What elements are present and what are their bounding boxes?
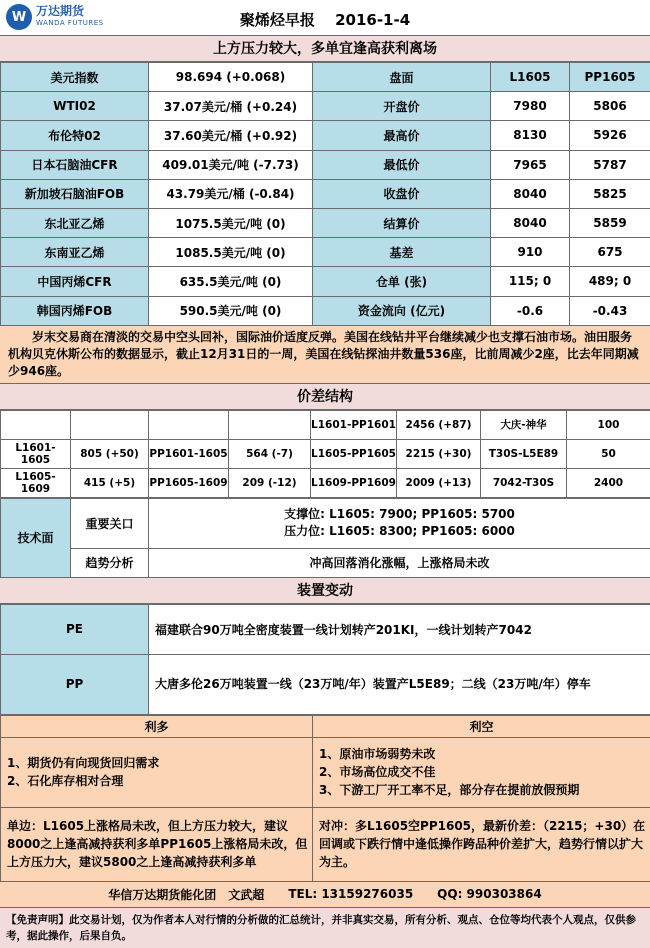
indicator-name: 新加坡石脑油FOB [1,179,149,208]
bear-item: 2、市场高位成交不佳 [319,763,650,781]
device-pp-label: PP [1,654,149,714]
device-pe-label: PE [1,604,149,654]
spread-cell: 2215 (+30) [397,439,481,468]
spread-cell: 50 [567,439,650,468]
indicator-value: 1075.5美元/吨 (0) [149,208,313,237]
spread-cell: 大庆-神华 [481,410,567,439]
indicator-value: 43.79美元/桶 (-0.84) [149,179,313,208]
quote-pp1605: PP1605 [570,63,650,92]
quote-pp1605: 675 [570,238,650,267]
device-pe-text: 福建联合90万吨全密度装置一线计划转产201KI，一线计划转产7042 [149,604,650,654]
spread-cell: 415 (+5) [71,468,149,497]
spread-cell: PP1605-1609 [149,468,229,497]
spread-cell: 2009 (+13) [397,468,481,497]
quote-pp1605: 5806 [570,92,650,121]
quote-label: 盘面 [313,63,491,92]
spread-cell: L1601-1605 [1,439,71,468]
spread-table [0,410,650,498]
bull-title: 利多 [1,715,313,737]
quote-label: 基差 [313,238,491,267]
quote-label: 收盘价 [313,179,491,208]
logo-en: WANDA FUTURES [36,17,104,29]
market-row [1,267,650,296]
market-row [1,121,650,150]
bear-title: 利空 [313,715,650,737]
spread-cell: 209 (-12) [229,468,311,497]
quote-l1605: 7965 [491,150,570,179]
spread-row [1,468,650,497]
quote-l1605: -0.6 [491,296,570,325]
indicator-value: 1085.5美元/吨 (0) [149,238,313,267]
indicator-name: 韩国丙烯FOB [1,296,149,325]
indicator-value: 98.694 (+0.068) [149,63,313,92]
indicator-name: 东北亚乙烯 [1,208,149,237]
single-side-strategy: 单边：L1605上涨格局未改，但上方压力较大，建议8000之上逢高减持获利多单PP1605上涨格局未改，但上方压力大，建议5800之上逢高减持获利多单 [1,807,313,881]
spread-cell: 100 [567,410,650,439]
indicator-name: 中国丙烯CFR [1,267,149,296]
bull-item: 1、期货仍有向现货回归需求 [7,754,312,772]
spread-section-title: 价差结构 [0,384,650,410]
spread-cell: L1601-PP1601 [311,410,397,439]
spread-cell: T30S-L5E89 [481,439,567,468]
spread-cell [71,410,149,439]
indicator-value: 635.5美元/吨 (0) [149,267,313,296]
spread-cell: L1609-PP1609 [311,468,397,497]
quote-l1605: 910 [491,238,570,267]
support-level: 支撑位: L1605: 7900; PP1605: 5700 [149,506,650,523]
indicator-name: 日本石脑油CFR [1,150,149,179]
footer-org: 华信万达期货能化团 文武超 [108,886,264,903]
spread-cell: 2400 [567,468,650,497]
spread-row [1,439,650,468]
indicator-value: 37.07美元/桶 (+0.24) [149,92,313,121]
quote-l1605: 8130 [491,121,570,150]
disclaimer: 【免责声明】此交易计划，仅为作者本人对行情的分析做的汇总统计，并非真实交易，所有分析、观点、仓位等均代表个人观点，仅供参考，据此操作，后果自负。 [0,908,650,948]
quote-label: 最高价 [313,121,491,150]
quote-pp1605: 489; 0 [570,267,650,296]
spread-cell: L1605-1609 [1,468,71,497]
market-row [1,238,650,267]
technical-table [0,498,650,578]
quote-label: 资金流向 (亿元) [313,296,491,325]
hedge-strategy: 对冲：多L1605空PP1605，最新价差：（2215；+30）在回调或下跌行情中逢低操作跨品种价差扩大，趋势行情以扩大为主。 [313,807,650,881]
quote-pp1605: 5859 [570,208,650,237]
bear-item: 1、原油市场弱势未改 [319,745,650,763]
trend-text: 冲高回落消化涨幅，上涨格局未改 [149,548,650,577]
market-row [1,296,650,325]
market-row [1,208,650,237]
footer-tel: TEL: 13159276035 [288,887,413,901]
indicator-value: 409.01美元/吨 (-7.73) [149,150,313,179]
indicator-name: WTI02 [1,92,149,121]
quote-l1605: 7980 [491,92,570,121]
bear-list [313,737,650,807]
spread-cell: 7042-T30S [481,468,567,497]
indicator-name: 美元指数 [1,63,149,92]
contact-footer [0,882,650,908]
tech-section-label: 技术面 [1,498,71,577]
spread-cell: 805 (+50) [71,439,149,468]
spread-cell: 564 (-7) [229,439,311,468]
market-row [1,63,650,92]
market-row [1,92,650,121]
key-levels [149,498,650,548]
key-level-label: 重要关口 [71,498,149,548]
report-header [0,0,650,36]
headline-banner: 上方压力较大，多单宜逢高获利离场 [0,36,650,62]
spread-row [1,410,650,439]
device-section-title: 装置变动 [0,578,650,604]
bull-list [1,737,313,807]
quote-label: 仓单 (张) [313,267,491,296]
bull-bear-table [0,715,650,882]
indicator-value: 37.60美元/桶 (+0.92) [149,121,313,150]
market-row [1,150,650,179]
device-pp-text: 大唐多伦26万吨装置一线（23万吨/年）装置产L5E89；二线（23万吨/年）停车 [149,654,650,714]
logo-mark: W [6,4,32,30]
resistance-level: 压力位: L1605: 8300; PP1605: 6000 [149,523,650,540]
market-row [1,179,650,208]
spread-cell [1,410,71,439]
spread-cell: 2456 (+87) [397,410,481,439]
logo-cn: 万达期货 [36,5,104,17]
spread-cell [149,410,229,439]
quote-l1605: 115; 0 [491,267,570,296]
indicator-name: 东南亚乙烯 [1,238,149,267]
quote-l1605: 8040 [491,208,570,237]
spread-cell: L1605-PP1605 [311,439,397,468]
quote-pp1605: 5787 [570,150,650,179]
spread-cell [229,410,311,439]
quote-l1605: 8040 [491,179,570,208]
indicator-name: 布伦特02 [1,121,149,150]
market-commentary: 岁末交易商在清淡的交易中空头回补，国际油价适度反弹。美国在线钻井平台继续减少也支撑石油市场。油田服务机构贝克休斯公布的数据显示，截止12月31日的一周，美国在线钻探油井数量536座，比前周减少2座，比去年同期减少946座。 [0,326,650,384]
spread-cell: PP1601-1605 [149,439,229,468]
quote-pp1605: -0.43 [570,296,650,325]
quote-pp1605: 5926 [570,121,650,150]
report-title: 聚烯烃早报 2016-1-4 [0,9,650,30]
quote-l1605: L1605 [491,63,570,92]
quote-label: 开盘价 [313,92,491,121]
bear-item: 3、下游工厂开工率不足，部分存在提前放假预期 [319,781,650,799]
trend-label: 趋势分析 [71,548,149,577]
quote-pp1605: 5825 [570,179,650,208]
device-table [0,604,650,715]
indicator-value: 590.5美元/吨 (0) [149,296,313,325]
quote-label: 最低价 [313,150,491,179]
market-table [0,62,650,326]
footer-qq: QQ: 990303864 [437,887,542,901]
bull-item: 2、石化库存相对合理 [7,772,312,790]
quote-label: 结算价 [313,208,491,237]
